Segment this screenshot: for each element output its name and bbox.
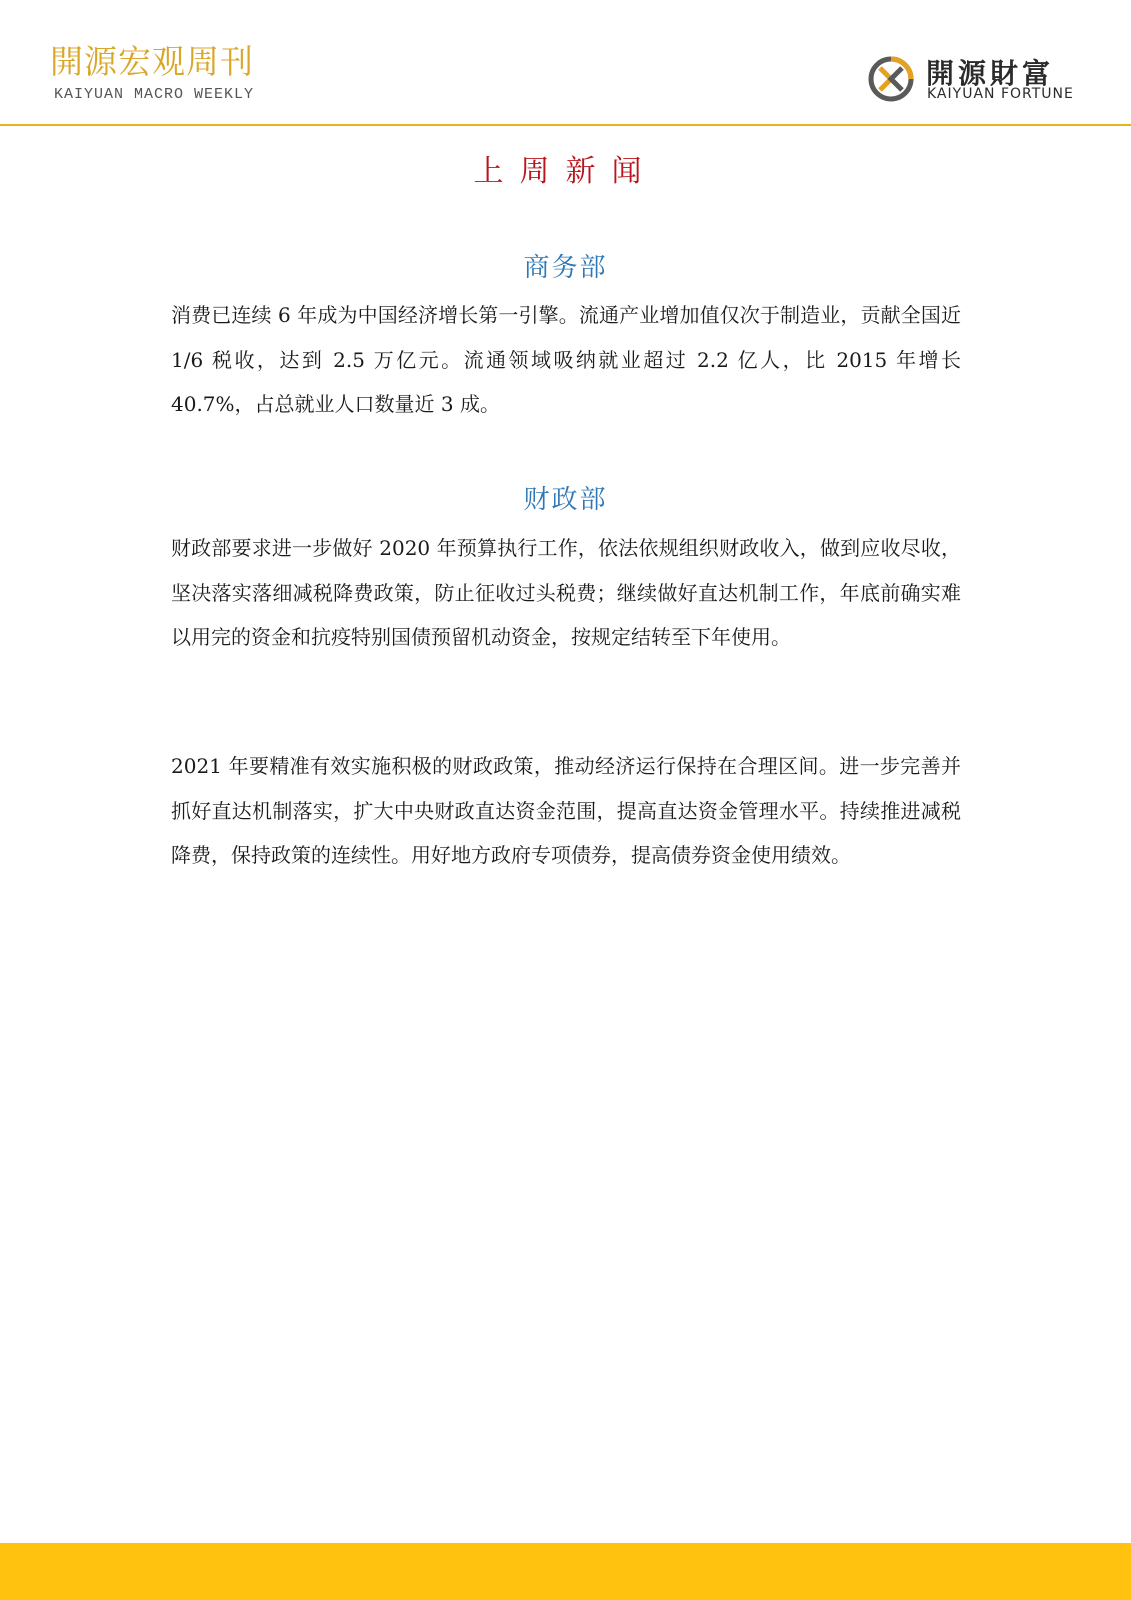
section-title-commerce: 商务部	[523, 253, 608, 283]
brand-title-en: KAIYUAN MACRO WEEKLY	[54, 86, 255, 103]
header-divider	[0, 124, 1131, 126]
page-header	[0, 0, 1131, 126]
footer-bar	[0, 1543, 1131, 1600]
paragraph-finance-2: 2021 年要精准有效实施积极的财政政策，推动经济运行保持在合理区间。进一步完善并抓好直达机制落实，扩大中央财政直达资金范围，提高直达资金管理水平。持续推进减税降费，保持政策的连续性。用好地方政府专项债券，提高债券资金使用绩效。	[171, 754, 961, 867]
page-title: 上周新闻	[473, 154, 658, 189]
kaiyuan-fortune-logo-icon	[866, 54, 916, 104]
section-title-finance: 财政部	[523, 485, 608, 515]
logo-text-en: KAIYUAN FORTUNE	[927, 86, 1074, 102]
paragraph-finance-1: 财政部要求进一步做好 2020 年预算执行工作，依法依规组织财政收入，做到应收尽收，坚决落实落细减税降费政策，防止征收过头税费；继续做好直达机制工作，年底前确实难以用完的资金和抗疫特别国债预留机动资金，按规定结转至下年使用。	[171, 536, 961, 649]
paragraph-commerce: 消费已连续 6 年成为中国经济增长第一引擎。流通产业增加值仅次于制造业，贡献全国近 1/6 税收，达到 2.5 万亿元。流通领域吸纳就业超过 2.2 亿人，比 2015 年增长 40.7%，占总就业人口数量近 3 成。	[171, 303, 961, 416]
logo-text-cn: 開源財富	[926, 57, 1055, 90]
brand-title-cn: 開源宏观周刊	[50, 42, 254, 81]
company-logo	[866, 52, 1076, 108]
